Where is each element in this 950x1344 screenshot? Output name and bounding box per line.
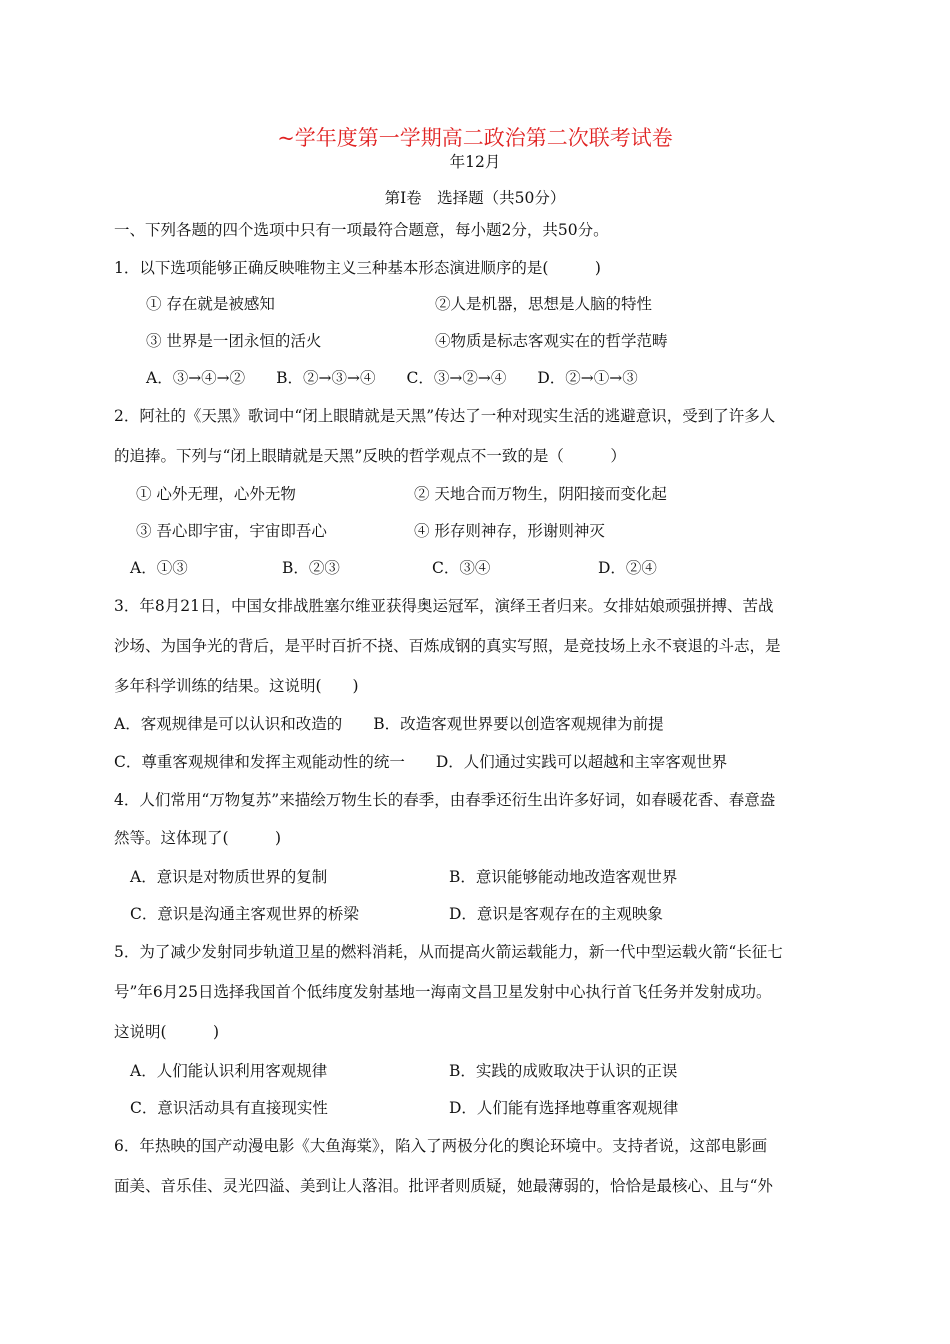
q2-choice-c: C．③④	[432, 559, 491, 577]
q1-option-3: ③ 世界是一团永恒的活火	[146, 332, 322, 350]
q5-stem-line1: 5．为了减少发射同步轨道卫星的燃料消耗，从而提高火箭运载能力，新一代中型运载火箭“长征七	[114, 943, 783, 961]
q2-choice-d: D．②④	[598, 559, 657, 577]
q1-choices: A．③→④→② B．②→③→④ C．③→②→④ D．②→①→③	[146, 369, 638, 387]
instructions: 一、下列各题的四个选项中只有一项最符合题意，每小题2分，共50分。	[114, 221, 609, 239]
q5-stem-line2: 号”年6月25日选择我国首个低纬度发射基地一海南文昌卫星发射中心执行首飞任务并发射成功。	[114, 983, 772, 1001]
q5-choice-c: C．意识活动具有直接现实性	[130, 1099, 328, 1117]
q1-option-4: ④物质是标志客观实在的哲学范畴	[435, 332, 668, 350]
q2-choice-b: B．②③	[282, 559, 340, 577]
q1-stem: 1．以下选项能够正确反映唯物主义三种基本形态演进顺序的是( )	[114, 259, 601, 277]
exam-title: ~学年度第一学期高二政治第二次联考试卷	[277, 126, 673, 150]
q1-option-1: ① 存在就是被感知	[146, 295, 275, 313]
q5-choice-b: B．实践的成败取决于认识的正误	[449, 1062, 678, 1080]
q4-stem-line1: 4．人们常用“万物复苏”来描绘万物生长的春季，由春季还衍生出许多好词，如春暖花香、春意盎	[114, 791, 776, 809]
q3-stem-line1: 3．年8月21日，中国女排战胜塞尔维亚获得奥运冠军，演绎王者归来。女排姑娘顽强拼搏、苦战	[114, 597, 774, 615]
q2-option-2: ② 天地合而万物生，阴阳接而变化起	[414, 485, 667, 503]
exam-date: 年12月	[449, 153, 501, 171]
q3-choices-cd: C．尊重客观规律和发挥主观能动性的统一 D．人们通过实践可以超越和主宰客观世界	[114, 753, 728, 771]
q6-stem-line2: 面美、音乐佳、灵光四溢、美到让人落泪。批评者则质疑，她最薄弱的，恰恰是最核心、且与“外	[114, 1177, 773, 1195]
q3-stem-line2: 沙场、为国争光的背后，是平时百折不挠、百炼成钢的真实写照，是竞技场上永不衰退的斗志，是	[114, 637, 781, 655]
q4-choice-c: C．意识是沟通主客观世界的桥梁	[130, 905, 359, 923]
q3-choices-ab: A．客观规律是可以认识和改造的 B．改造客观世界要以创造客观规律为前提	[114, 715, 664, 733]
q2-stem-line2: 的追捧。下列与“闭上眼睛就是天黑”反映的哲学观点不一致的是（ ）	[114, 447, 626, 465]
q5-choice-d: D．人们能有选择地尊重客观规律	[449, 1099, 679, 1117]
q2-stem-line1: 2．阿社的《天黑》歌词中“闭上眼睛就是天黑”传达了一种对现实生活的逃避意识，受到了许多人	[114, 407, 776, 425]
q1-option-2: ②人是机器，思想是人脑的特性	[435, 295, 653, 313]
q2-option-3: ③ 吾心即宇宙，宇宙即吾心	[136, 522, 327, 540]
q4-stem-line2: 然等。这体现了( )	[114, 829, 282, 847]
q3-stem-line3: 多年科学训练的结果。这说明( )	[114, 677, 359, 695]
q2-option-4: ④ 形存则神存，形谢则神灭	[414, 522, 605, 540]
q2-option-1: ① 心外无理，心外无物	[136, 485, 296, 503]
q2-choice-a: A．①③	[130, 559, 188, 577]
q4-choice-b: B．意识能够能动地改造客观世界	[449, 868, 678, 886]
section-heading: 第Ⅰ卷 选择题（共50分）	[384, 189, 566, 207]
q6-stem-line1: 6．年热映的国产动漫电影《大鱼海棠》，陷入了两极分化的舆论环境中。支持者说，这部电影画	[114, 1137, 768, 1155]
q5-stem-line3: 这说明( )	[114, 1023, 220, 1041]
q4-choice-d: D．意识是客观存在的主观映象	[449, 905, 663, 923]
q5-choice-a: A．人们能认识利用客观规律	[130, 1062, 328, 1080]
q4-choice-a: A．意识是对物质世界的复制	[130, 868, 328, 886]
